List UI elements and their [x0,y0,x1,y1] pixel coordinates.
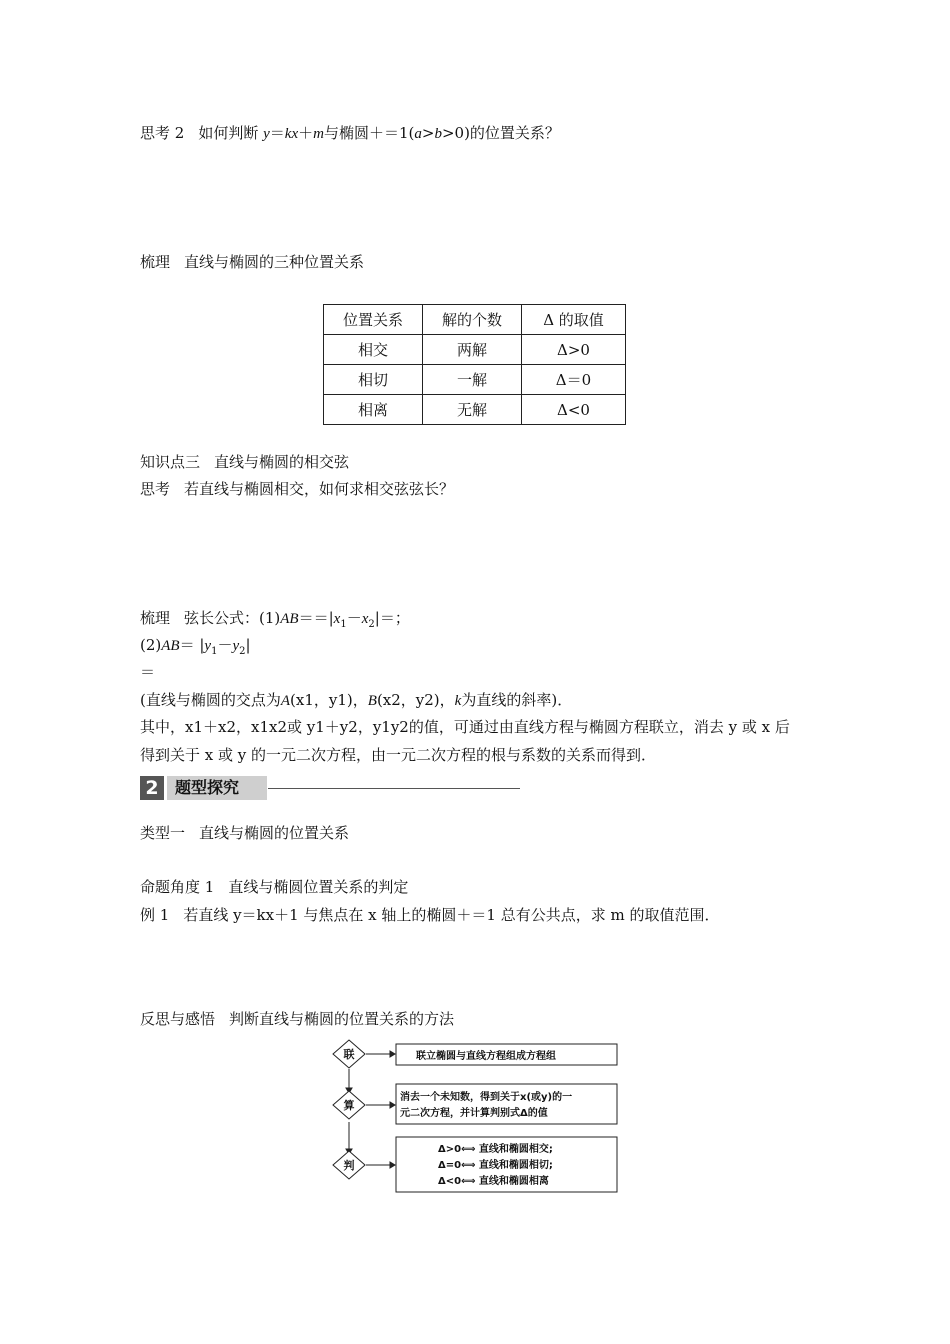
think2-question [140,122,560,145]
subscript: 1 [340,619,347,630]
equals: ＝ | [179,636,205,654]
summary1-label: 梳理 [140,253,171,271]
type1-label: 类型一 [140,824,186,842]
subscript: 1 [211,646,218,657]
table-cell: 一解 [423,365,522,395]
think2-label: 思考 2 [140,124,185,142]
table-row [324,395,626,425]
table-header: Δ 的取值 [522,305,626,335]
think3-question [140,478,454,500]
summary2-label: 梳理 [140,609,171,627]
think3-label: 思考 [140,480,171,498]
knowledge3-label: 知识点三 [140,453,201,471]
table-cell: 相切 [324,365,423,395]
knowledge3-text: 直线与椭圆的相交弦 [214,453,350,471]
point-a: A [280,693,291,709]
summary2-text: 弦长公式：(1) [184,609,281,627]
var-y: y [232,638,240,654]
flow-box-text: Δ<0⟺ 直线和椭圆相离 [438,1176,549,1187]
subscript: 2 [239,646,246,657]
formula2 [140,634,251,663]
table-cell: Δ＝0 [522,365,626,395]
example1-text: 若直线 y＝kx＋1 与焦点在 x 轴上的椭圆＋＝1 总有公共点，求 m 的取值范围． [183,906,720,924]
table-row [324,335,626,365]
example1 [140,904,720,926]
subscript: 2 [368,619,375,630]
think2-end: >0)的位置关系？ [441,124,560,142]
summary1-text: 直线与椭圆的三种位置关系 [184,253,365,271]
flow-arrowhead [390,1162,395,1168]
plus: ＋ [298,124,314,142]
reflection-text: 判断直线与椭圆的位置关系的方法 [229,1010,455,1028]
var-x: x [291,126,299,142]
table-cell: Δ>0 [522,335,626,365]
think2-pre: 如何判断 [198,124,264,142]
flow-node-label: 算 [343,1099,355,1112]
angle1-label: 命题角度 1 [140,878,215,896]
note-post: 为直线的斜率)． [461,691,573,709]
var-m: m [313,126,324,142]
var-y: y [204,638,212,654]
flow-node-label: 判 [343,1159,355,1172]
summary1 [140,251,364,273]
table-row [324,365,626,395]
paragraph-line-1: 其中，x1＋x2，x1x2或 y1＋y2，y1y2的值，可通过由直线方程与椭圆方程联立，消去 y 或 x 后 [140,718,790,736]
equals: ＝＝| [298,609,334,627]
section-title: 题型探究 [167,776,267,800]
table-header: 解的个数 [423,305,522,335]
abs-bar: | [245,636,251,654]
think3-text: 若直线与椭圆相交，如何求相交弦弦长？ [184,480,455,498]
knowledge3-heading [140,451,349,473]
example1-label: 例 1 [140,906,170,924]
minus: － [217,636,233,654]
var-k: k [284,126,292,142]
var-ab: AB [280,611,299,627]
var-ab: AB [161,638,180,654]
point-a-coords: (x1，y1)， [290,691,368,709]
angle1-heading [140,876,408,898]
flowchart [327,1038,622,1196]
flow-box-text: Δ>0⟺ 直线和椭圆相交; [438,1144,553,1155]
flow-arrowhead [390,1051,395,1057]
think2-mid: 与椭圆＋＝1( [323,124,415,142]
angle1-text: 直线与椭圆位置关系的判定 [228,878,409,896]
reflection-label: 反思与感悟 [140,1010,216,1028]
var-x: x [361,611,369,627]
point-b-coords: (x2，y2)， [376,691,455,709]
type1-heading [140,822,349,844]
summary2 [140,607,410,636]
var-y: y [263,126,270,142]
section-rule [268,788,520,789]
flow-box-text: Δ=0⟺ 直线和椭圆相切; [438,1160,553,1171]
formula2-pre: (2) [140,636,162,654]
table-header: 位置关系 [324,305,423,335]
intersection-note [140,689,572,712]
table-header-row [324,305,626,335]
table-cell: 相离 [324,395,423,425]
flow-arrowhead [390,1102,395,1108]
var-a: a [414,126,422,142]
position-relation-table [323,304,626,425]
point-b: B [367,693,377,709]
table-cell: Δ<0 [522,395,626,425]
type1-text: 直线与椭圆的位置关系 [199,824,350,842]
equals-line: ＝ [140,663,156,681]
table-cell: 相交 [324,335,423,365]
flow-box-text: 联立椭圆与直线方程组成方程组 [416,1051,556,1062]
flow-box-text: 消去一个未知数，得到关于x(或y)的一 [400,1092,573,1103]
table-cell: 无解 [423,395,522,425]
var-k: k [454,693,462,709]
var-b: b [434,126,442,142]
table-cell: 两解 [423,335,522,365]
note-pre: (直线与椭圆的交点为 [140,691,281,709]
equals: ＝ [269,124,285,142]
paragraph-line-2: 得到关于 x 或 y 的一元二次方程，由一元二次方程的根与系数的关系而得到． [140,746,657,764]
minus: － [346,609,362,627]
reflection-heading [140,1008,454,1030]
section-number: 2 [140,776,164,800]
section-header [140,776,520,800]
flow-box-text: 元二次方程，并计算判别式Δ的值 [400,1108,548,1119]
summary2-end: |＝； [374,609,410,627]
flow-node-label: 联 [343,1048,355,1061]
var-x: x [333,611,341,627]
gt: > [421,124,435,142]
